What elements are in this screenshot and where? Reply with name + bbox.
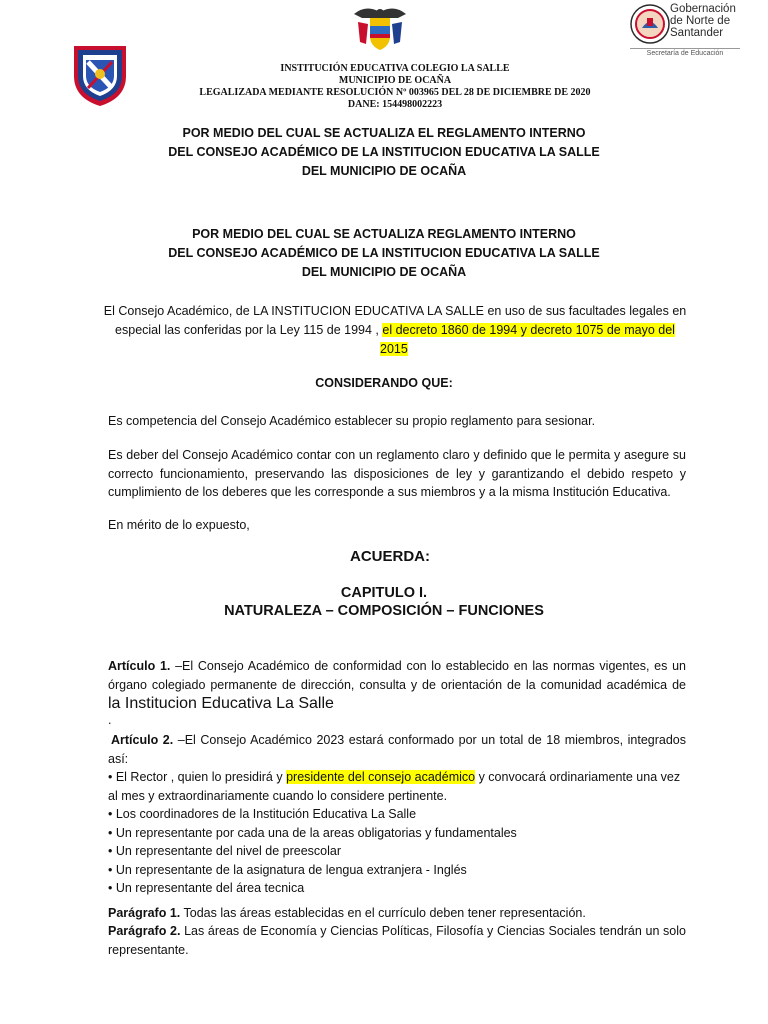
article-2-line-2: así:: [108, 751, 129, 766]
paragraph-deber-line-2: correcto funcionamiento, preservando las disposiciones de ley y garantizando el debido respeto y: [108, 466, 686, 481]
header-line-2: MUNICIPIO DE OCAÑA: [338, 75, 452, 86]
article-1-line-2: órgano colegiado permanente de dirección, consulta y de orientación de la comunidad académica de: [108, 677, 686, 692]
list-item: • Un representante del área tecnica: [108, 881, 305, 895]
gobernacion-logo-text-1: Gobernación: [670, 3, 736, 15]
paragraph-deber-line-3: cumplimiento de los deberes que les corresponde a sus miembros y a la misma Institución Educativa.: [108, 485, 671, 499]
title-2: [60, 225, 708, 282]
article-1: [108, 657, 686, 726]
article-2-line-1: [108, 731, 686, 750]
paragrafo-2-line-2: representante.: [108, 942, 189, 957]
article-1-dot: .: [108, 713, 112, 727]
intro-line-3: [100, 340, 690, 359]
header-line-3: LEGALIZADA MEDIANTE RESOLUCIÓN Nº 003965 DEL 28 DE DICIEMBRE DE 2020: [199, 87, 591, 98]
article-1-line-3: la Institucion Educativa La Salle: [108, 695, 334, 712]
paragraph-deber: [108, 446, 686, 502]
article-2-rector-line: [108, 768, 686, 787]
intro-year-highlight: 2015: [380, 342, 408, 356]
title-2-line-2: DEL CONSEJO ACADÉMICO DE LA INSTITUCION EDUCATIVA LA SALLE: [168, 246, 600, 260]
intro-paragraph: [100, 302, 690, 359]
title-1-line-3: DEL MUNICIPIO DE OCAÑA: [301, 164, 467, 178]
article-1-line-1: [108, 657, 686, 676]
list-item: • Un representante de la asignatura de lengua extranjera - Inglés: [108, 862, 467, 877]
gobernacion-logo-text-2: de Norte de: [670, 15, 731, 27]
list-item: • Un representante del nivel de preescolar: [108, 844, 341, 858]
considerando-heading: CONSIDERANDO QUE:: [315, 376, 453, 390]
header-line-4: DANE: 154498002223: [347, 99, 443, 110]
rector-text-a: • El Rector , quien lo presidirá y: [108, 770, 283, 784]
gobernacion-logo-divider: [630, 48, 740, 49]
title-1-line-2: DEL CONSEJO ACADÉMICO DE LA INSTITUCION EDUCATIVA LA SALLE: [168, 145, 600, 159]
article-2-line-1-text: –El Consejo Académico 2023 estará conformado por un total de 18 miembros, integrados: [173, 733, 687, 747]
gobernacion-logo-text-3: Santander: [670, 27, 724, 39]
list-item: • Un representante por cada una de la areas obligatorias y fundamentales: [108, 825, 517, 840]
article-2-label: Artículo 2.: [111, 733, 174, 747]
paragrafo-2-label: Parágrafo 2.: [108, 924, 181, 938]
article-2: [108, 731, 686, 898]
gobernacion-logo-subtitle: Secretaría de Educación: [646, 50, 724, 57]
header-line-1: INSTITUCIÓN EDUCATIVA COLEGIO LA SALLE: [280, 63, 510, 74]
title-2-line-3: DEL MUNICIPIO DE OCAÑA: [301, 265, 467, 279]
intro-line-1: El Consejo Académico, de LA INSTITUCION EDUCATIVA LA SALLE en uso de sus facultades legales en: [103, 304, 687, 318]
paragrafo-2-text: Las áreas de Economía y Ciencias Políticas, Filosofía y Ciencias Sociales tendrán un solo: [180, 924, 686, 938]
title-2-line-1: POR MEDIO DEL CUAL SE ACTUALIZA REGLAMENTO INTERNO: [192, 227, 576, 241]
article-2-rector-line-2: al mes y extraordinariamente cuando lo considere pertinente.: [108, 788, 448, 803]
paragrafo-1: [108, 904, 686, 923]
paragraph-deber-line-1: Es deber del Consejo Académico contar con un reglamento claro y definido que le permita y asegure su: [108, 448, 686, 462]
paragraph-competencia: Es competencia del Consejo Académico establecer su propio reglamento para sesionar.: [108, 414, 596, 428]
rector-text-b: y convocará ordinariamente una vez: [478, 770, 681, 784]
intro-line-2: [100, 321, 690, 340]
paragraph-merito: En mérito de lo expuesto,: [108, 518, 250, 532]
gobernacion-logo: [630, 4, 750, 60]
rector-highlight: presidente del consejo académico: [286, 770, 476, 784]
paragrafo-2-line-1: [108, 922, 686, 941]
paragrafo-1-text: Todas las áreas establecidas en el currículo deben tener representación.: [180, 906, 586, 920]
paragrafo-2: [108, 922, 686, 959]
title-1: [60, 124, 708, 181]
chapter-title: NATURALEZA – COMPOSICIÓN – FUNCIONES: [224, 603, 544, 619]
title-1-line-1: POR MEDIO DEL CUAL SE ACTUALIZA EL REGLAMENTO INTERNO: [182, 126, 586, 140]
intro-decree-highlight: el decreto 1860 de 1994 y decreto 1075 de mayo del: [382, 323, 675, 337]
acuerda-heading: ACUERDA:: [350, 548, 430, 565]
paragrafo-1-label: Parágrafo 1.: [108, 906, 181, 920]
article-1-line-1-text: –El Consejo Académico de conformidad con lo establecido en las normas vigentes, es un: [170, 659, 686, 673]
coat-of-arms-logo: [352, 4, 408, 52]
chapter-heading: CAPITULO I.: [340, 585, 428, 601]
article-1-label: Artículo 1.: [108, 659, 171, 673]
list-item: • Los coordinadores de la Institución Educativa La Salle: [108, 807, 417, 821]
intro-line-2-text: especial las conferidas por la Ley 115 de 1994 ,: [115, 323, 379, 337]
school-crest-logo: [70, 42, 130, 108]
